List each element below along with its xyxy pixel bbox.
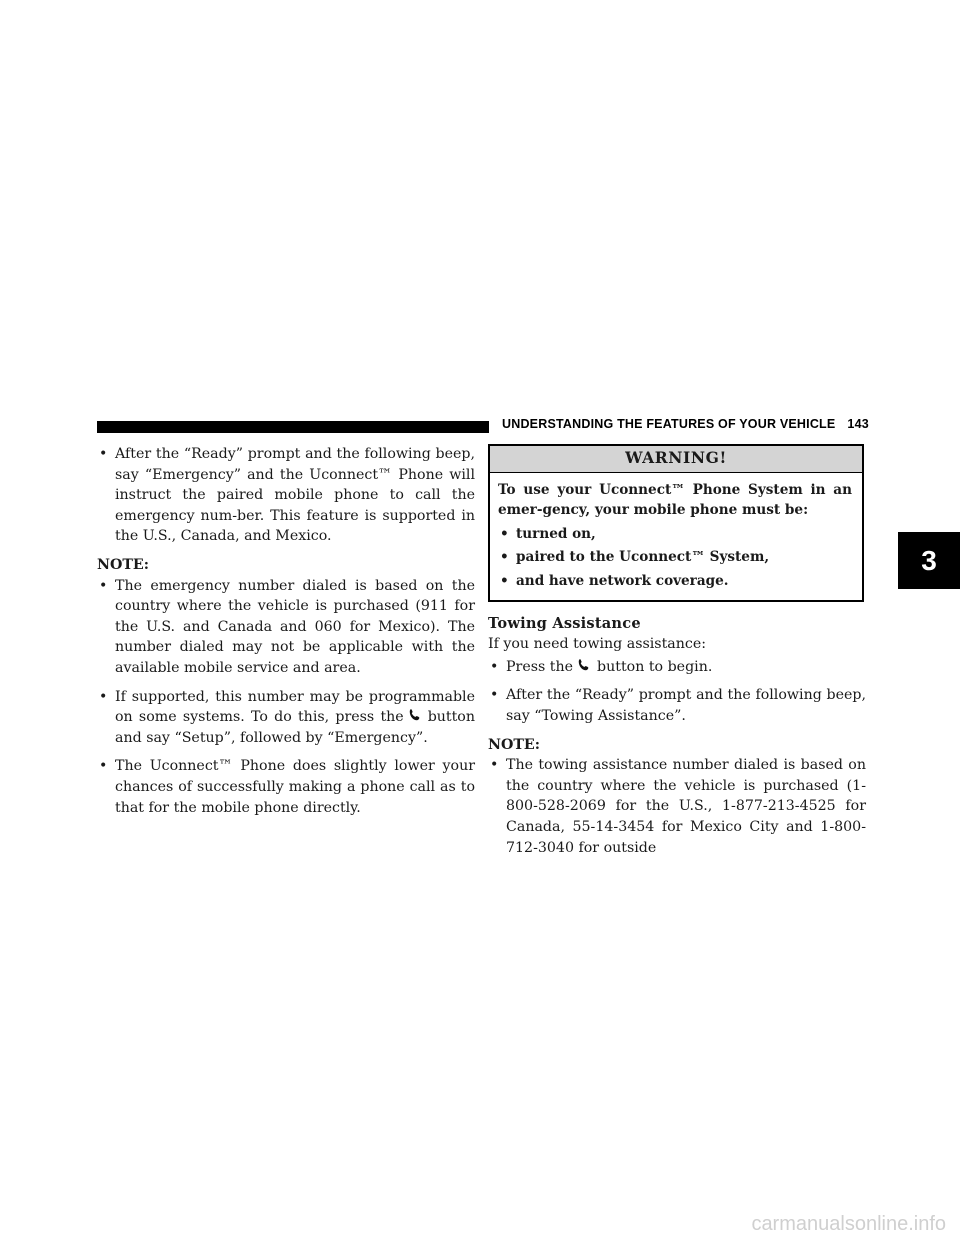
bullet-text	[506, 657, 866, 678]
warning-item-text: turned on,	[516, 525, 596, 542]
list-item	[97, 444, 475, 547]
warning-title: WARNING!	[490, 446, 862, 473]
note-heading: NOTE:	[97, 556, 149, 573]
warning-body	[490, 473, 862, 600]
bullet-text: The Uconnect™ Phone does slightly lower your chances of successfully making a phone call as to that for the mobile phone directly.	[115, 758, 475, 816]
bullet-text: After the “Ready” prompt and the following beep, say “Towing Assistance”.	[506, 687, 866, 724]
text-before-icon: Press the	[506, 658, 574, 675]
right-column	[488, 444, 866, 866]
section-intro: If you need towing assistance:	[488, 636, 707, 653]
bullet-glyph: •	[99, 446, 108, 462]
list-item	[97, 687, 475, 749]
bullet-glyph: •	[500, 572, 509, 589]
text-after-icon: button and say “Setup”, followed by “Emergency”.	[115, 709, 475, 746]
bullet-glyph: •	[500, 549, 509, 566]
text-after-icon: button to begin.	[597, 658, 713, 675]
phone-icon	[577, 658, 591, 672]
warning-item	[498, 547, 852, 568]
list-item	[488, 657, 866, 678]
phone-icon	[408, 708, 422, 722]
section-title: UNDERSTANDING THE FEATURES OF YOUR VEHICLE	[502, 417, 836, 431]
bullet-text	[115, 687, 475, 749]
bullet-glyph: •	[490, 757, 499, 774]
chapter-tab: 3	[898, 532, 960, 589]
list-item	[488, 755, 866, 858]
page-number: 143	[847, 417, 869, 431]
bullet-text: The emergency number dialed is based on the country where the vehicle is purchased (911 for the U.S. and Canada and 060 for Mexico). The number dialed may not be applicable with the available mobile service and area.	[115, 577, 475, 676]
running-header	[502, 417, 869, 431]
list-item	[488, 685, 866, 726]
left-column	[97, 444, 475, 826]
bullet-glyph: •	[99, 577, 108, 594]
bullet-text: The towing assistance number dialed is based on the country where the vehicle is purchased (1-800-528-2069 for the U.S., 1-877-213-4525 for Canada, 55-14-3454 for Mexico City and 1-800-712-3040 for outside	[506, 757, 866, 856]
warning-item	[498, 524, 852, 545]
bullet-glyph: •	[500, 525, 509, 542]
bullet-glyph: •	[490, 658, 499, 675]
bullet-glyph: •	[99, 758, 108, 775]
text-before-icon: If supported, this number may be programmable on some systems. To do this, press the	[115, 688, 475, 726]
section-heading: Towing Assistance	[488, 614, 641, 632]
warning-item-text: and have network coverage.	[516, 572, 729, 589]
note-heading: NOTE:	[488, 736, 540, 753]
list-item	[97, 756, 475, 818]
watermark: carmanualsonline.info	[751, 1213, 946, 1235]
bullet-glyph: •	[99, 688, 108, 705]
header-rule	[97, 421, 489, 433]
warning-item-text: paired to the Uconnect™ System,	[516, 549, 770, 566]
bullet-glyph: •	[490, 687, 499, 704]
warning-intro: To use your Uconnect™ Phone System in an emer-gency, your mobile phone must be:	[498, 481, 852, 519]
warning-item	[498, 571, 852, 592]
bullet-text: After the “Ready” prompt and the following beep, say “Emergency” and the Uconnect™ Phone will instruct the paired mobile phone to call the emergency num-ber. This feature is supported in the U.S., Canada, and Mexico.	[115, 446, 475, 545]
warning-box	[488, 444, 864, 602]
list-item	[97, 576, 475, 679]
